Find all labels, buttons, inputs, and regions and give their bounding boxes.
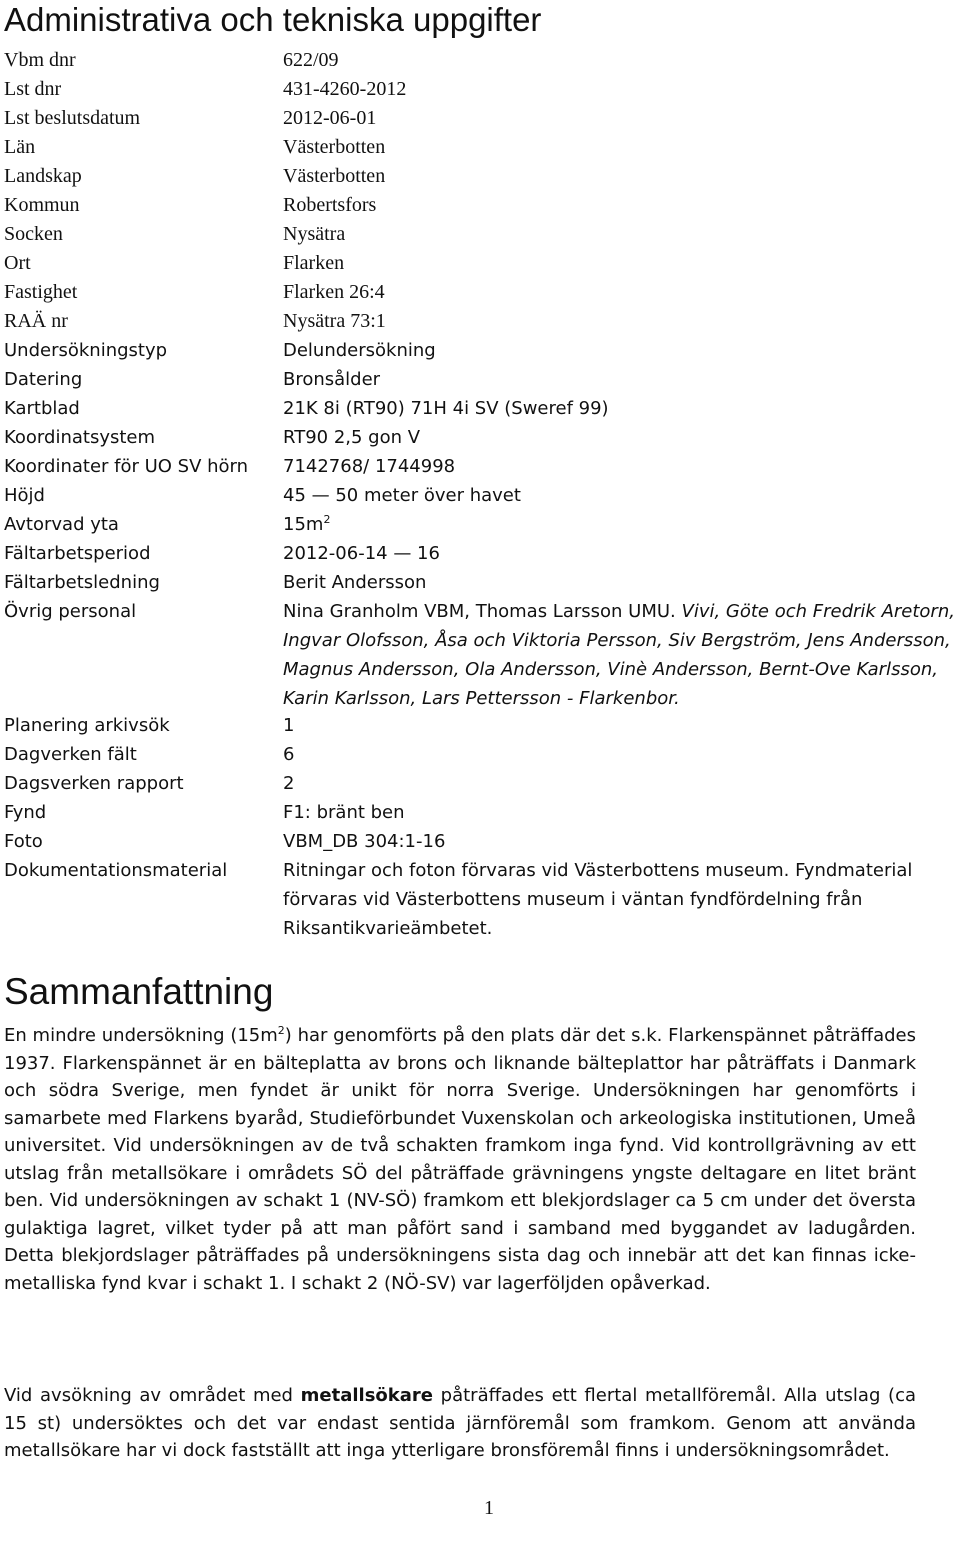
field-value: Robertsfors [283, 194, 377, 216]
field-label: Dagsverken rapport [4, 773, 184, 794]
field-row-datering [0, 365, 960, 394]
field-label: Lst dnr [4, 78, 62, 100]
field-row-koordinatsystem [0, 423, 960, 452]
field-row-ort [0, 249, 960, 278]
summary-paragraph-1 [4, 1022, 916, 1297]
field-value: Delundersökning [283, 340, 436, 361]
field-label: Kartblad [4, 398, 80, 419]
field-row-faltarbetsledning [0, 568, 960, 597]
field-row-hojd [0, 481, 960, 510]
field-value: RT90 2,5 gon V [283, 427, 421, 448]
field-label: Fältarbetsperiod [4, 543, 151, 564]
field-value: Västerbotten [283, 136, 386, 158]
area-superscript: 2 [323, 513, 331, 526]
field-value: Bronsålder [283, 369, 381, 390]
field-label: Koordinater för UO SV hörn [4, 456, 249, 477]
summary-p2-rest: påträffades ett flertal metallföremål. Alla utslag (ca 15 st) undersöktes och det var endast sentida järnföremål som framkom. Genom att använda metallsökare har vi dock fastställt att inga ytterligare bronsföremål finns i undersökningsområdet. [4, 1385, 916, 1461]
field-row-landskap [0, 162, 960, 191]
field-row-vbm-dnr [0, 46, 960, 75]
field-label: Datering [4, 369, 83, 390]
summary-p2-start: Vid avsökning av området med [4, 1385, 293, 1406]
field-value: Flarken 26:4 [283, 281, 385, 303]
field-row-undersokningstyp [0, 336, 960, 365]
field-label: Landskap [4, 165, 82, 187]
field-row-foto [0, 827, 960, 856]
field-label: Fastighet [4, 281, 78, 303]
field-label: RAÄ nr [4, 310, 68, 332]
field-row-faltarbetsperiod [0, 539, 960, 568]
summary-p1-superscript: 2 [277, 1024, 285, 1037]
field-value: 2 [283, 773, 295, 794]
field-row-fynd [0, 798, 960, 827]
field-value: 2012-06-01 [283, 107, 377, 129]
personal-staff: Nina Granholm VBM, Thomas Larsson UMU. [283, 601, 676, 622]
field-value [283, 510, 330, 539]
field-label: Fältarbetsledning [4, 572, 160, 593]
personal-volunteers: Vivi, Göte och Fredrik Aretorn, Ingvar Olofsson, Åsa och Viktoria Persson, Siv Bergström, Jens Andersson, Magnus Andersson, Ola Andersson, Vinè Andersson, Bernt-Ove Karlsson, Karin Karlsson, Lars Pettersson - Flarkenbor. [283, 601, 955, 709]
summary-p1-rest: ) har genomförts på den plats där det s.k. Flarkenspännet påträffades 1937. Flarkenspännet är en bälteplatta av brons och liknande bälteplattor har påträffats i Danmark och södra Sverige, men fyndet är unikt för norra Sverige. Undersökningen har genomförts i samarbete med Flarkens byaråd, Studieförbundet Vuxenskolan och arkeologiska institutionen, Umeå universitet. Vid undersökningen av de två schakten framkom inga fynd. Vid kontrollgrävning av ett utslag från metallsökare i områdets SÖ del påträffade grävningens yngste deltagare en litet bränt ben. Vid undersökningen av schakt 1 (NV-SÖ) framkom ett blekjordslager ca 5 cm under det översta gulaktiga lagret, vilket tyder på att man påfört sand i samband med byggandet av ladugården. Detta blekjordslager påträffades på undersökningens sista dag och innebär att det kan finnas icke-metalliska fynd kvar i schakt 1. I schakt 2 (NÖ-SV) var lagerföljden opåverkad. [4, 1025, 916, 1294]
field-row-kartblad [0, 394, 960, 423]
field-value: VBM_DB 304:1-16 [283, 831, 446, 852]
field-label: Foto [4, 831, 43, 852]
field-value: F1: bränt ben [283, 802, 405, 823]
field-row-planering-arkivsok [0, 711, 960, 740]
field-label: Koordinatsystem [4, 427, 156, 448]
field-label: Undersökningstyp [4, 340, 168, 361]
field-value: 21K 8i (RT90) 71H 4i SV (Sweref 99) [283, 398, 609, 419]
field-row-lst-beslutsdatum [0, 104, 960, 133]
field-value: 622/09 [283, 49, 339, 71]
field-value: 431-4260-2012 [283, 78, 407, 100]
field-label: Planering arkivsök [4, 715, 170, 736]
summary-p2-bold: metallsökare [300, 1385, 433, 1406]
page-number: 1 [484, 1497, 494, 1519]
field-label: Höjd [4, 485, 45, 506]
field-value: Västerbotten [283, 165, 386, 187]
field-value: 6 [283, 744, 295, 765]
field-value-dokumentationsmaterial: Ritningar och foton förvaras vid Västerbottens museum. Fyndmaterial förvaras vid Västerbottens museum i väntan fyndfördelning från Riksantikvarieämbetet. [283, 860, 913, 939]
field-value: Nysätra 73:1 [283, 310, 386, 332]
field-value: 45 — 50 meter över havet [283, 485, 521, 506]
field-row-fastighet [0, 278, 960, 307]
area-value: 15m [283, 514, 324, 535]
field-label: Kommun [4, 194, 80, 216]
field-label: Övrig personal [4, 601, 137, 622]
summary-heading: Sammanfattning [4, 971, 274, 1012]
field-label: Län [4, 136, 36, 158]
field-value: 1 [283, 715, 295, 736]
field-row-kommun [0, 191, 960, 220]
field-label: Socken [4, 223, 63, 245]
field-value: Nysätra [283, 223, 346, 245]
field-label: Dokumentationsmaterial [4, 860, 228, 881]
field-row-koordinater [0, 452, 960, 481]
field-label: Ort [4, 252, 31, 274]
field-value: 2012-06-14 — 16 [283, 543, 440, 564]
field-value: Berit Andersson [283, 572, 427, 593]
summary-p1-start: En mindre undersökning (15m [4, 1025, 278, 1046]
field-row-lan [0, 133, 960, 162]
page-title: Administrativa och tekniska uppgifter [4, 1, 542, 38]
field-label: Avtorvad yta [4, 514, 119, 535]
field-label: Vbm dnr [4, 49, 76, 71]
field-label: Lst beslutsdatum [4, 107, 141, 129]
field-row-dagverken-falt [0, 740, 960, 769]
field-value-ovrig-personal [283, 597, 955, 713]
field-row-dagsverken-rapport [0, 769, 960, 798]
field-label: Dagverken fält [4, 744, 137, 765]
field-value: Flarken [283, 252, 345, 274]
field-row-raa-nr [0, 307, 960, 336]
field-row-avtorvad-yta [0, 510, 960, 539]
field-row-lst-dnr [0, 75, 960, 104]
field-value: 7142768/ 1744998 [283, 456, 456, 477]
field-row-socken [0, 220, 960, 249]
field-label: Fynd [4, 802, 47, 823]
summary-paragraph-2 [4, 1382, 916, 1465]
